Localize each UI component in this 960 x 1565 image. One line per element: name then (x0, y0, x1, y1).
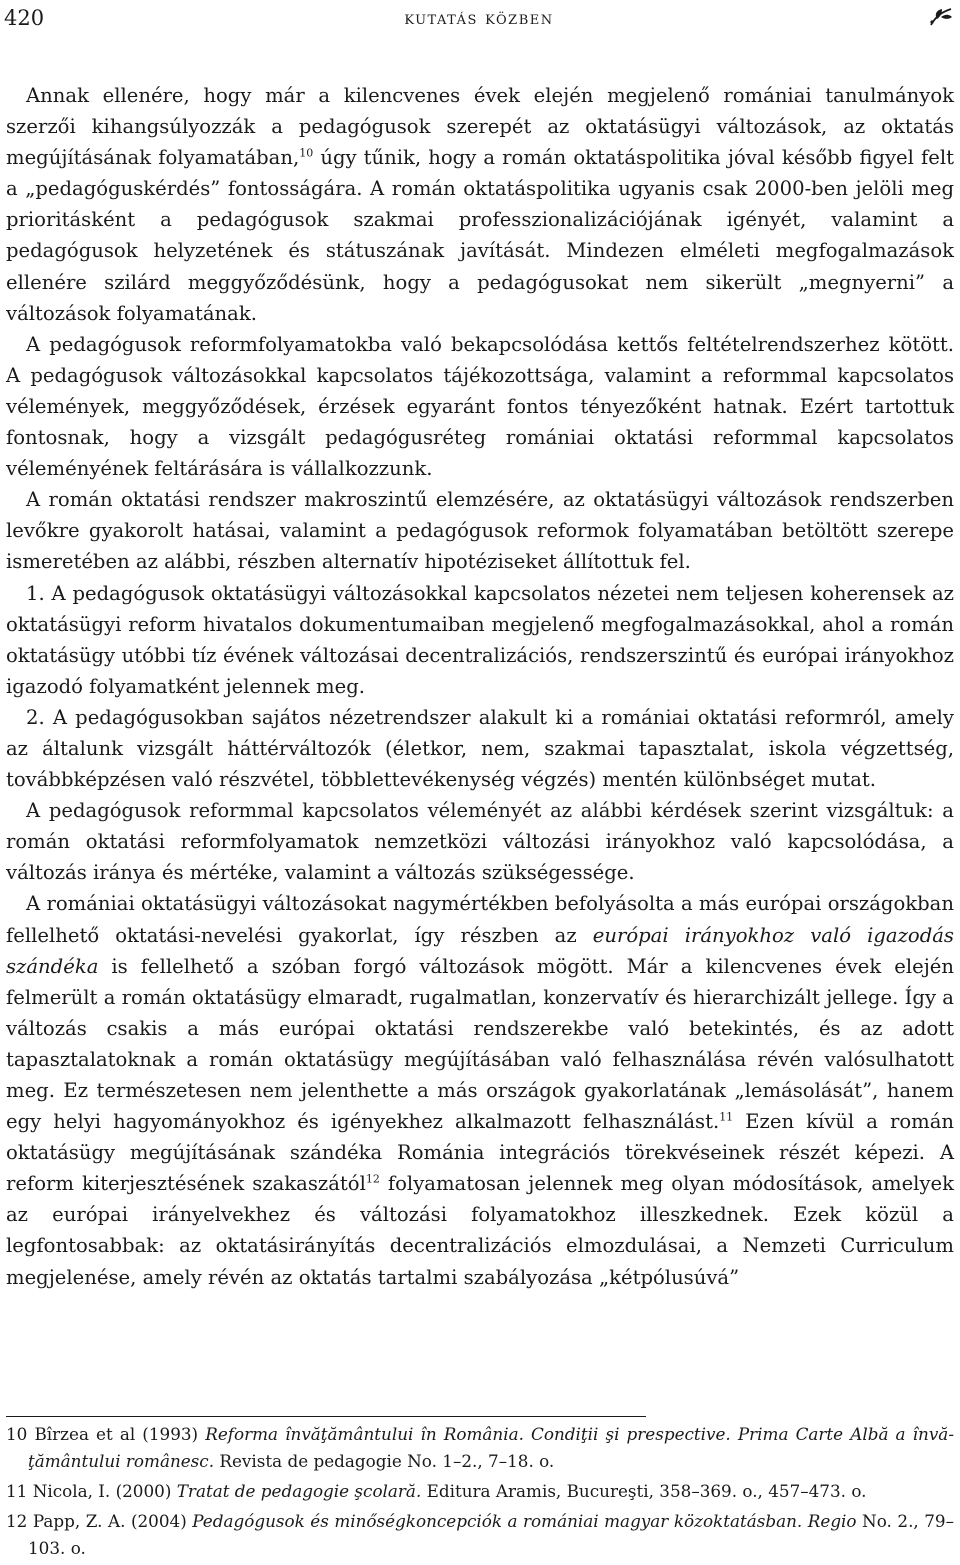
page-header (4, 6, 954, 32)
paragraph: A román oktatási rendszer makroszintű elemzésére, az oktatásügyi változások rendszerben levőkre gyakorolt hatásai, valamint a pedagógusok reformok folyamatában betöltött szerepe ismeretében az alábbi, részben alternatív hipotéziseket állítottuk fel. (6, 488, 954, 574)
emphasis: európai irányokhoz való igazodás szándéka (6, 923, 954, 978)
footnotes (6, 1421, 954, 1565)
footnote-ref: 10 (299, 146, 314, 160)
footnote-12: 12 Papp, Z. A. (2004) Pedagógusok és minőségkoncepciók a romániai magyar közoktatásban. Regio No. 2., 79–103. o. (6, 1511, 954, 1558)
page-number: 420 (4, 6, 45, 30)
footnote-ref: 11 (719, 1110, 734, 1124)
paragraph: A pedagógusok reformmal kapcsolatos véleményét az alábbi kérdések szerint vizsgáltuk: a román oktatási reformfolyamatok nemzetközi változási irányokhoz való kapcsolódása, a változás iránya és mértéke, valamint a változás szükségessége. (6, 799, 954, 885)
footnote-10: 10 Bîrzea et al (1993) Reforma învăţământului în România. Condiţii şi prespective. Prima Carte Albă a învăţământului românesc. Revista de pedagogie No. 1–2., 7–18. o. (6, 1424, 954, 1471)
paragraph: A romániai oktatásügyi változásokat nagymértékben befolyásolta a más európai országokban fellelhető oktatási-nevelési gyakorlat, így részben az európai irányokhoz való igazodás szándéka is fellelhető a szóban forgó változások mögött. Már a kilencvenes évek elején felmerült a román oktatásügy elmaradt, rugalmatlan, konzervatív és hierarchizált jellege. Így a változás csakis a más európai oktatási rendszerekbe való betekintés, és az adott tapasztalatoknak a román oktatásügy megújításában való felhasználása révén valósulhatott meg. Ez természetesen nem jelenthette a más országok gyakorlatának „lemásolását”, hanem egy helyi hagyományokhoz és igényekhez alkalmazott felhasználást.$^{11}$ Ezen kívül a román oktatásügy megújításának szándéka Románia integrációs törekvéseinek részét képezi. A reform kiterjesztésének szakaszától$^{12}$ folyamatosan jelennek meg olyan módosítások, amelyek az európai irányelvekhez és változási folyamatokhoz illeszkednek. Ezek közül a legfontosabbak: az oktatásirányítás decentralizációs elmozdulásai, a Nemzeti Curriculum megjelenése, amely révén az oktatás tartalmi szabályozása „kétpólusúvá” (6, 892, 955, 1289)
hypothesis-1: 1. A pedagógusok oktatásügyi változásokkal kapcsolatos nézetei nem teljesen koherensek az oktatásügyi reform hivatalos dokumentumaiban megjelenő megfogalmazásokkal, ahol a román oktatásügy utóbbi tíz évének változásai decentralizációs, rendszerszintű és európai irányokhoz igazodó folyamatként jelennek meg. (6, 581, 954, 698)
footnote-11: 11 Nicola, I. (2000) Tratat de pedagogie şcolară. Editura Aramis, Bucureşti, 358–369. o., 457–473. o. (6, 1481, 867, 1501)
footnote-divider (6, 1416, 646, 1417)
hypothesis-2: 2. A pedagógusokban sajátos nézetrendszer alakult ki a romániai oktatási reformról, amely az általunk vizsgált háttérváltozók (életkor, nem, szakmai tapasztalat, iskola végzettség, továbbképzésen való részvétel, többlettevékenység végzés) mentén különbséget mutat. (6, 705, 954, 792)
paragraph: A pedagógusok reformfolyamatokba való bekapcsolódása kettős feltételrendszerhez kötött. A pedagógusok változásokkal kapcsolatos tájékozottsága, valamint a reformmal kapcsolatos vélemények, meggyőződések, érzések egyaránt fontos tényezőként hatnak. Ezért tartottuk fontosnak, hogy a vizsgált pedagógusréteg romániai oktatási reformmal kapcsolatos véleményének feltárására is vállalkozzunk. (6, 332, 954, 481)
leaf-flourish-icon (928, 6, 954, 28)
running-title: kutatás közben (404, 8, 554, 29)
main-text (6, 80, 954, 1293)
footnote-ref: 12 (365, 1172, 380, 1186)
paragraph: Annak ellenére, hogy már a kilencvenes évek elején megjelenő romániai tanulmányok szerzői kihangsúlyozzák a pedagógusok szerepét az oktatásügyi változások, az oktatás megújításának folyamatában,$^{10}$ úgy tűnik, hogy a román oktatáspolitika jóval később figyel felt a „pedagóguskérdés” fontosságára. A román oktatáspolitika ugyanis csak 2000-ben jelöli meg prioritásként a pedagógusok szakmai professzionalizációjának igényét, valamint a pedagógusok helyzetének és státuszának javítását. Mindezen elméleti megfogalmazások ellenére szilárd meggyőződésünk, hogy a pedagógusokat nem sikerült „megnyerni” a változások folyamatának. (6, 84, 955, 325)
